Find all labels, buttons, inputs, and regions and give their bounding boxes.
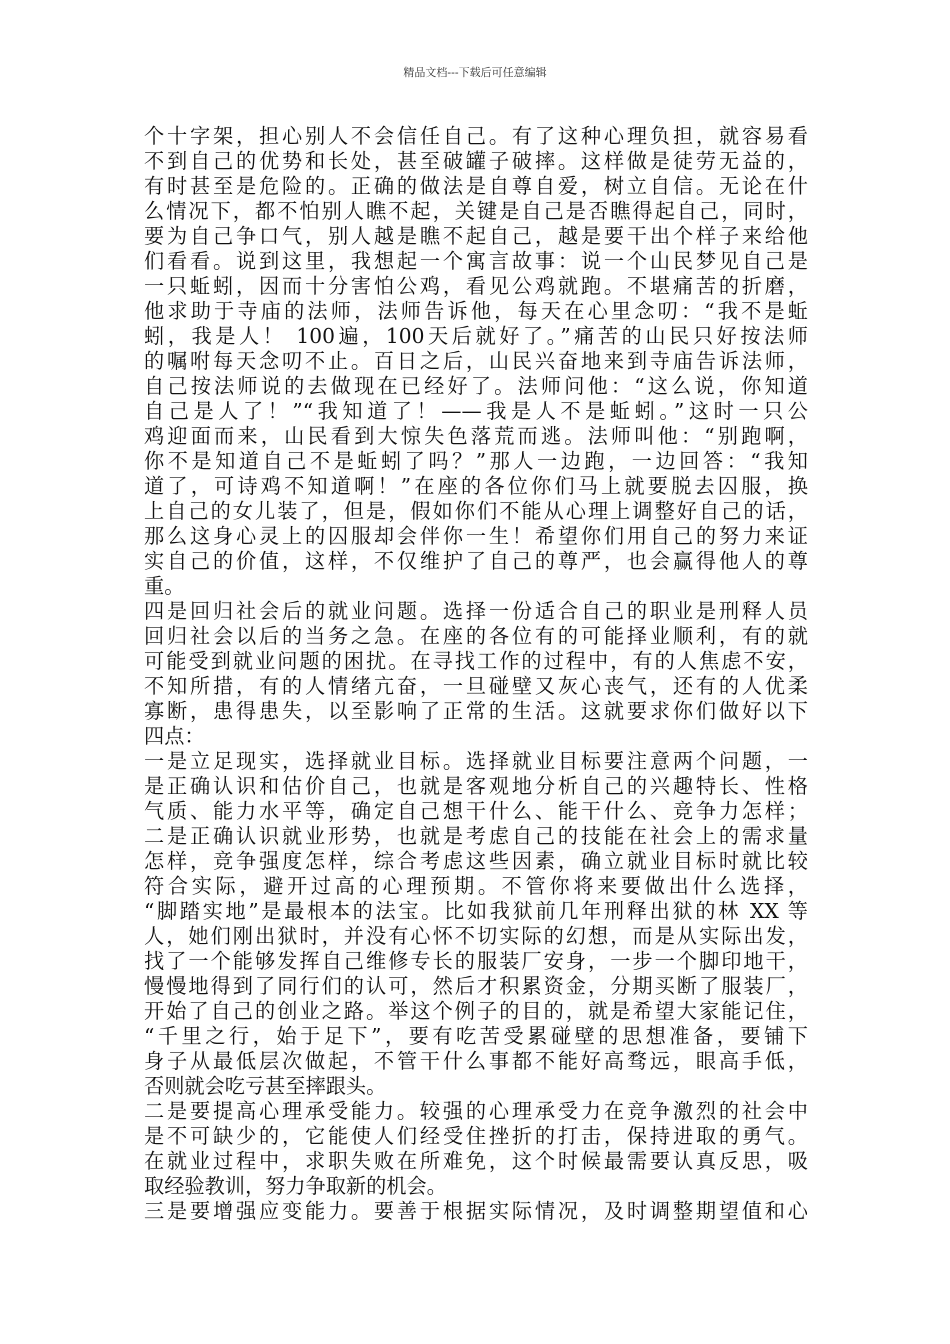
text-line: 重。 bbox=[144, 574, 185, 598]
text-line: 么情况下，都不怕别人瞧不起，关键是自己是否瞧得起自己，同时， bbox=[144, 199, 808, 223]
text-line: 不知所措，有的人情绪亢奋，一旦碰壁又灰心丧气，还有的人优柔 bbox=[144, 674, 808, 698]
text-line: 开始了自己的创业之路。举这个例子的目的，就是希望大家能记住， bbox=[144, 999, 808, 1023]
text-line: 那么这身心灵上的囚服却会伴你一生！希望你们用自己的努力来证 bbox=[144, 524, 808, 548]
text-line: 个十字架，担心别人不会信任自己。有了这种心理负担，就容易看 bbox=[144, 124, 808, 148]
text-line: “千里之行，始于足下”，要有吃苦受累碰壁的思想准备，要铺下 bbox=[144, 1024, 808, 1048]
text-line: 二是正确认识就业形势，也就是考虑自己的技能在社会上的需求量 bbox=[144, 824, 808, 848]
text-line: 慢慢地得到了同行们的认可，然后才积累资金，分期买断了服装厂， bbox=[144, 974, 808, 998]
page-header: 精品文档---下载后可任意编辑 bbox=[403, 66, 547, 79]
text-line: 上自己的女儿装了，但是，假如你们不能从心理上调整好自己的话， bbox=[144, 499, 808, 523]
text-line: 取经验教训，努力争取新的机会。 bbox=[144, 1174, 447, 1198]
text-line: 一是立足现实，选择就业目标。选择就业目标要注意两个问题，一 bbox=[144, 749, 808, 773]
text-line: 要为自己争口气，别人越是瞧不起自己，越是要干出个样子来给他 bbox=[144, 224, 808, 248]
text-line: 身子从最低层次做起，不管干什么事都不能好高骛远，眼高手低， bbox=[144, 1049, 808, 1073]
text-line: 他求助于寺庙的法师，法师告诉他，每天在心里念叨：“我不是蚯 bbox=[144, 299, 808, 323]
text-line: 的嘱咐每天念叨不止。百日之后，山民兴奋地来到寺庙告诉法师， bbox=[144, 349, 808, 373]
text-line: 是不可缺少的，它能使人们经受住挫折的打击，保持进取的勇气。 bbox=[144, 1124, 808, 1148]
text-line: 寡断，患得患失，以至影响了正常的生活。这就要求你们做好以下 bbox=[144, 699, 808, 723]
text-line: 否则就会吃亏甚至摔跟头。 bbox=[144, 1074, 387, 1098]
text-line: 一只蚯蚓，因而十分害怕公鸡，看见公鸡就跑。不堪痛苦的折磨， bbox=[144, 274, 808, 298]
text-line: 二是要提高心理承受能力。较强的心理承受力在竞争激烈的社会中 bbox=[144, 1099, 808, 1123]
text-line: 们看看。说到这里，我想起一个寓言故事：说一个山民梦见自己是 bbox=[144, 249, 808, 273]
text-line: 回归社会以后的当务之急。在座的各位有的可能择业顺利，有的就 bbox=[144, 624, 808, 648]
text-line: 四是回归社会后的就业问题。选择一份适合自己的职业是刑释人员 bbox=[144, 599, 808, 623]
text-line: 在就业过程中，求职失败在所难免，这个时候最需要认真反思，吸 bbox=[144, 1149, 808, 1173]
text-line: 蚓，我是人！ 100遍，100天后就好了。”痛苦的山民只好按法师 bbox=[144, 324, 808, 348]
text-line: 有时甚至是危险的。正确的做法是自尊自爱，树立自信。无论在什 bbox=[144, 174, 808, 198]
text-line: 四点： bbox=[144, 724, 205, 748]
text-line: 找了一个能够发挥自己维修专长的服装厂安身，一步一个脚印地干， bbox=[144, 949, 808, 973]
text-line: 人，她们刚出狱时，并没有心怀不切实际的幻想，而是从实际出发， bbox=[144, 924, 808, 948]
text-line: 自己按法师说的去做现在已经好了。法师问他：“这么说，你知道 bbox=[144, 374, 808, 398]
body-text bbox=[144, 124, 808, 1224]
text-line: 三是要增强应变能力。要善于根据实际情况，及时调整期望值和心 bbox=[144, 1199, 808, 1223]
text-line: 自己是人了！”“我知道了！——我是人不是蚯蚓。”这时一只公 bbox=[144, 399, 808, 423]
text-line: 道了，可诗鸡不知道啊！”在座的各位你们马上就要脱去囚服，换 bbox=[144, 474, 808, 498]
text-line: 你不是知道自己不是蚯蚓了吗？”那人一边跑，一边回答：“我知 bbox=[144, 449, 808, 473]
text-line: 实自己的价值，这样，不仅维护了自己的尊严，也会赢得他人的尊 bbox=[144, 549, 808, 573]
text-line: 是正确认识和估价自己，也就是客观地分析自己的兴趣特长、性格 bbox=[144, 774, 808, 798]
text-line: 气质、能力水平等，确定自己想干什么、能干什么、竞争力怎样； bbox=[144, 799, 808, 823]
text-line: 可能受到就业问题的困扰。在寻找工作的过程中，有的人焦虑不安， bbox=[144, 649, 808, 673]
text-line: “脚踏实地”是最根本的法宝。比如我狱前几年刑释出狱的林 XX 等 bbox=[144, 899, 808, 923]
text-line: 鸡迎面而来，山民看到大惊失色落荒而逃。法师叫他：“别跑啊， bbox=[144, 424, 808, 448]
text-line: 怎样，竞争强度怎样，综合考虑这些因素，确立就业目标时就比较 bbox=[144, 849, 808, 873]
text-line: 不到自己的优势和长处，甚至破罐子破摔。这样做是徒劳无益的， bbox=[144, 149, 808, 173]
text-line: 符合实际，避开过高的心理预期。不管你将来要做出什么选择， bbox=[144, 874, 808, 898]
